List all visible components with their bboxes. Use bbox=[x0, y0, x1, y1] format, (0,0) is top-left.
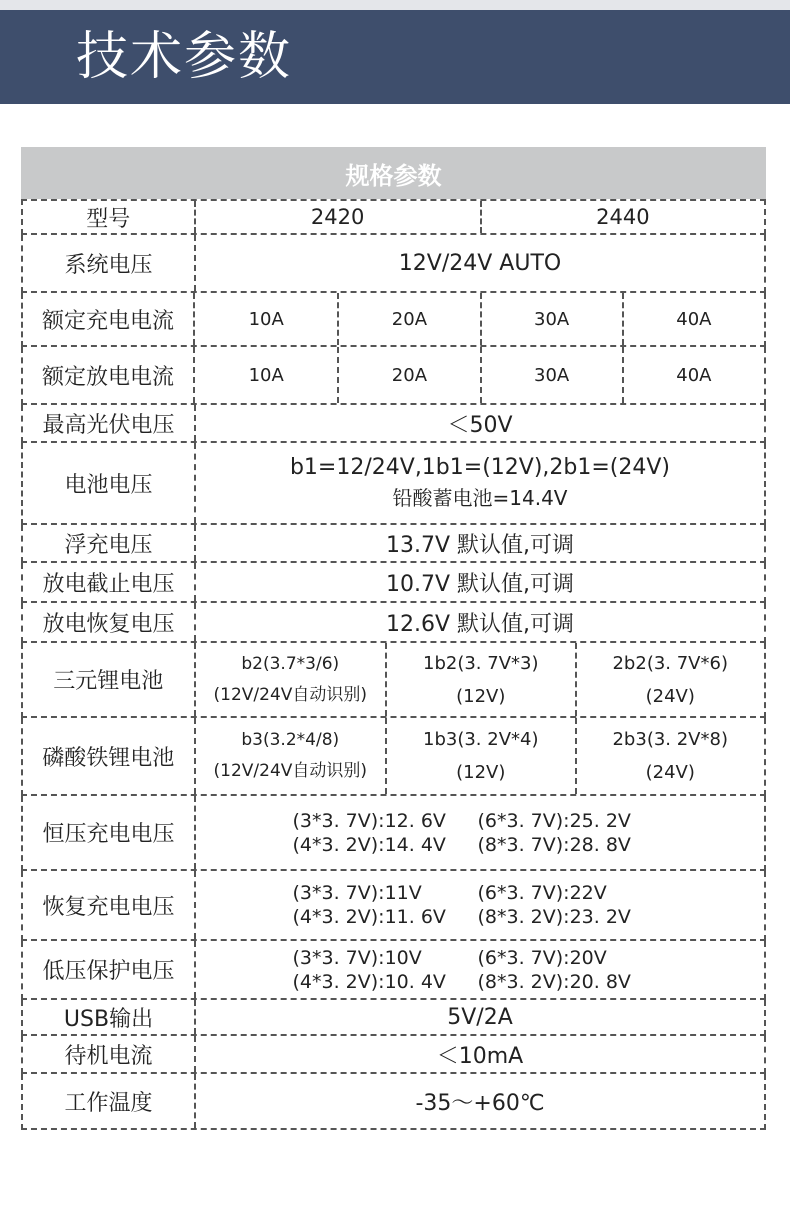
value-part: (6*3. 7V):20V bbox=[477, 946, 607, 969]
cell-line: (12V/24V自动识别) bbox=[213, 684, 368, 705]
cell-line: 2b3(3. 2V*8) bbox=[612, 729, 728, 750]
row-label: 放电截止电压 bbox=[23, 563, 196, 601]
row-label: 三元锂电池 bbox=[23, 643, 196, 716]
lfp-auto bbox=[196, 718, 385, 794]
value: 12V/24V AUTO bbox=[398, 250, 562, 276]
cell-line: (24V) bbox=[645, 685, 695, 707]
value-part: (6*3. 7V):22V bbox=[477, 882, 607, 904]
value-part: (8*3. 7V):28. 8V bbox=[477, 833, 631, 856]
value: 40A bbox=[622, 347, 764, 403]
table-header: 规格参数 bbox=[21, 147, 766, 199]
row-discharge-cutoff bbox=[21, 563, 766, 603]
value: 10A bbox=[248, 308, 284, 330]
row-float-voltage bbox=[21, 525, 766, 563]
value: 30A bbox=[480, 293, 622, 345]
battery-voltage-line1: b1=12/24V,1b1=(12V),2b1=(24V) bbox=[289, 455, 671, 480]
cell-line: b3(3.2*4/8) bbox=[241, 730, 340, 750]
row-operating-temp bbox=[21, 1074, 766, 1130]
value bbox=[196, 796, 764, 869]
row-label: USB输出 bbox=[23, 1000, 196, 1034]
row-label: 最高光伏电压 bbox=[23, 405, 196, 441]
row-ternary-lithium bbox=[21, 643, 766, 718]
row-label: 电池电压 bbox=[23, 443, 196, 523]
value-part: (6*3. 7V):25. 2V bbox=[477, 809, 631, 832]
row-rated-charge-current bbox=[21, 293, 766, 347]
value: 30A bbox=[480, 347, 622, 403]
value: ＜50V bbox=[447, 412, 513, 438]
cell-line: 1b3(3. 2V*4) bbox=[423, 729, 539, 750]
value: 20A bbox=[337, 293, 479, 345]
value: 13.7V 默认值,可调 bbox=[385, 532, 575, 558]
row-usb-output bbox=[21, 1000, 766, 1036]
row-rated-discharge-current bbox=[21, 347, 766, 405]
cell-line: b2(3.7*3/6) bbox=[241, 653, 340, 674]
value: ＜10mA bbox=[436, 1043, 524, 1069]
lfp-24v bbox=[575, 718, 764, 794]
row-label: 额定充电电流 bbox=[23, 293, 195, 345]
row-max-pv-voltage bbox=[21, 405, 766, 443]
value: 10.7V 默认值,可调 bbox=[385, 571, 575, 597]
ternary-auto bbox=[196, 643, 385, 716]
value-part: (4*3. 2V):10. 4V bbox=[292, 970, 446, 993]
top-strip bbox=[0, 0, 790, 10]
row-label: 低压保护电压 bbox=[23, 941, 196, 998]
row-label: 恢复充电电压 bbox=[23, 871, 196, 939]
value-line bbox=[293, 905, 668, 929]
value bbox=[196, 871, 764, 939]
row-cv-charge-voltage bbox=[21, 796, 766, 871]
row-label: 浮充电压 bbox=[23, 525, 196, 561]
page-title: 技术参数 bbox=[76, 27, 293, 87]
value: 12.6V 默认值,可调 bbox=[385, 611, 575, 637]
row-model bbox=[21, 199, 766, 235]
row-label: 额定放电电流 bbox=[23, 347, 195, 403]
value-part: (3*3. 7V):12. 6V bbox=[292, 809, 446, 832]
cell-line: 1b2(3. 7V*3) bbox=[423, 652, 539, 674]
value: 40A bbox=[622, 293, 764, 345]
value-part: (3*3. 7V):11V bbox=[292, 882, 422, 904]
row-recovery-charge-voltage bbox=[21, 871, 766, 941]
value bbox=[196, 443, 764, 523]
cell-line: (24V) bbox=[645, 762, 695, 783]
cell-line: (12V) bbox=[456, 685, 506, 707]
row-standby-current bbox=[21, 1036, 766, 1074]
value: 20A bbox=[337, 347, 479, 403]
row-label: 恒压充电电压 bbox=[23, 796, 196, 869]
title-banner bbox=[0, 10, 790, 104]
row-discharge-recovery bbox=[21, 603, 766, 643]
value-part: (8*3. 2V):20. 8V bbox=[477, 970, 631, 993]
ternary-12v bbox=[385, 643, 574, 716]
cell-line: (12V) bbox=[456, 762, 506, 783]
value-part: (3*3. 7V):10V bbox=[292, 946, 422, 969]
row-label: 系统电压 bbox=[23, 235, 196, 291]
value bbox=[196, 941, 764, 998]
row-battery-voltage bbox=[21, 443, 766, 525]
model-2440: 2440 bbox=[480, 201, 764, 233]
ternary-24v bbox=[575, 643, 764, 716]
row-label: 磷酸铁锂电池 bbox=[23, 718, 196, 794]
value-line bbox=[293, 946, 668, 970]
battery-voltage-line2: 铅酸蓄电池=14.4V bbox=[392, 486, 568, 510]
value-part: (4*3. 2V):14. 4V bbox=[292, 833, 446, 856]
value-part: (8*3. 2V):23. 2V bbox=[477, 906, 631, 928]
row-system-voltage bbox=[21, 235, 766, 293]
row-label: 待机电流 bbox=[23, 1036, 196, 1072]
row-label: 型号 bbox=[23, 201, 196, 233]
model-2420: 2420 bbox=[310, 205, 365, 229]
value-line bbox=[293, 833, 668, 857]
row-low-voltage-protection bbox=[21, 941, 766, 1000]
cell-line: (12V/24V自动识别) bbox=[213, 761, 368, 781]
row-label: 工作温度 bbox=[23, 1074, 196, 1128]
row-label: 放电恢复电压 bbox=[23, 603, 196, 641]
lfp-12v bbox=[385, 718, 574, 794]
value-part: (4*3. 2V):11. 6V bbox=[292, 906, 446, 928]
value: -35～+60℃ bbox=[415, 1090, 545, 1116]
value-line bbox=[293, 881, 668, 905]
value-line bbox=[293, 970, 668, 994]
value-line bbox=[293, 809, 668, 833]
row-lfp-lithium bbox=[21, 718, 766, 796]
cell-line: 2b2(3. 7V*6) bbox=[612, 652, 728, 674]
value: 5V/2A bbox=[447, 1004, 513, 1030]
value: 10A bbox=[248, 364, 284, 386]
spec-table bbox=[21, 147, 766, 1130]
